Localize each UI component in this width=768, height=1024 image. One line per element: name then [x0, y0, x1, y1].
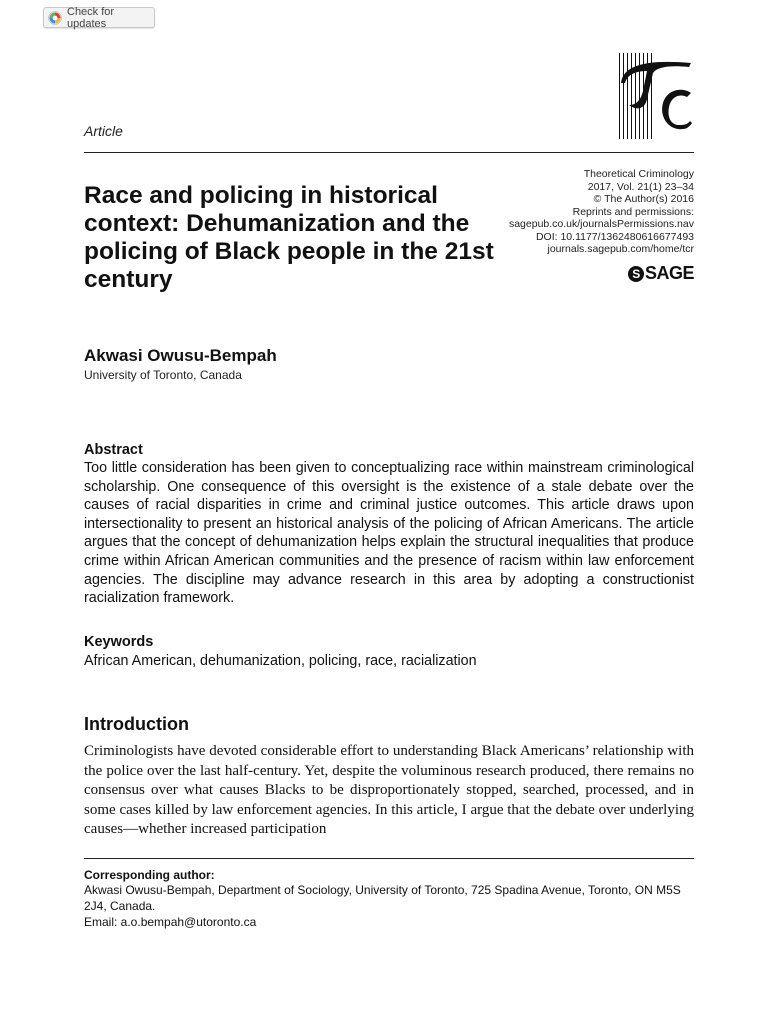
- author-name: Akwasi Owusu-Bempah: [84, 346, 277, 365]
- article-type-label: Article: [84, 123, 123, 139]
- crossmark-icon: [48, 11, 62, 25]
- journal-issue: 2017, Vol. 21(1) 23–34: [587, 180, 694, 193]
- keywords-list: African American, dehumanization, policing, race, racialization: [84, 653, 477, 669]
- journal-metadata: [434, 168, 694, 256]
- header-divider: [84, 152, 694, 153]
- check-for-updates-label: Check for updates: [67, 5, 115, 30]
- reprints-label: Reprints and permissions:: [572, 205, 694, 218]
- sage-s-icon: S: [628, 266, 644, 282]
- journal-homepage-link[interactable]: journals.sagepub.com/home/tcr: [547, 243, 694, 255]
- check-for-updates-button[interactable]: [43, 7, 155, 28]
- keywords-heading: Keywords: [84, 634, 154, 650]
- author-affiliation: University of Toronto, Canada: [84, 368, 242, 382]
- abstract-heading: Abstract: [84, 442, 143, 458]
- copyright-notice: © The Author(s) 2016: [593, 193, 694, 205]
- abstract-text: Too little consideration has been given to conceptualizing race within mainstream criminological scholarship. One consequence of this oversight is the existence of a stale debate over the causes of racial disparities in crime and criminal justice outcomes. This article draws upon intersectionality to present an historical analysis of the policing of African Americans. The article argues that the concept of dehumanization helps explain the structural inequalities that produce crime within African American communities and the presence of racism within law enforcement agencies. The discipline may advance research in this area by adopting a constructionist racialization framework.: [84, 460, 694, 607]
- doi-link[interactable]: DOI: 10.1177/1362480616677493: [535, 230, 694, 243]
- corresponding-author-email[interactable]: Email: a.o.bempah@utoronto.ca: [84, 915, 257, 929]
- journal-logo: [617, 53, 693, 139]
- introduction-heading: Introduction: [84, 714, 189, 734]
- article-title: Race and policing in historical context: Dehumanization and the policing of Black people in the 21st century: [84, 182, 494, 293]
- introduction-paragraph: Criminologists have devoted considerable effort to understanding Black Americans’ relationship with the police over the last half-century. Yet, despite the voluminous research produced, there remains no consensus over what causes Blacks to be disproportionately stopped, searched, processed, and in some cases killed by law enforcement agencies. In this article, I argue that the debate over underlying causes—whether increased participation: [84, 743, 694, 837]
- corresponding-author-address: Akwasi Owusu-Bempah, Department of Sociology, University of Toronto, 725 Spadina Avenue, Toronto, ON M5S 2J4, Canada.: [84, 883, 681, 913]
- reprints-link[interactable]: sagepub.co.uk/journalsPermissions.nav: [508, 218, 694, 230]
- footnote-divider: [84, 858, 694, 859]
- sage-logo: [628, 263, 694, 284]
- corresponding-author-heading: Corresponding author:: [84, 868, 215, 882]
- sage-wordmark: SAGE: [644, 263, 694, 283]
- journal-name: Theoretical Criminology: [583, 168, 694, 180]
